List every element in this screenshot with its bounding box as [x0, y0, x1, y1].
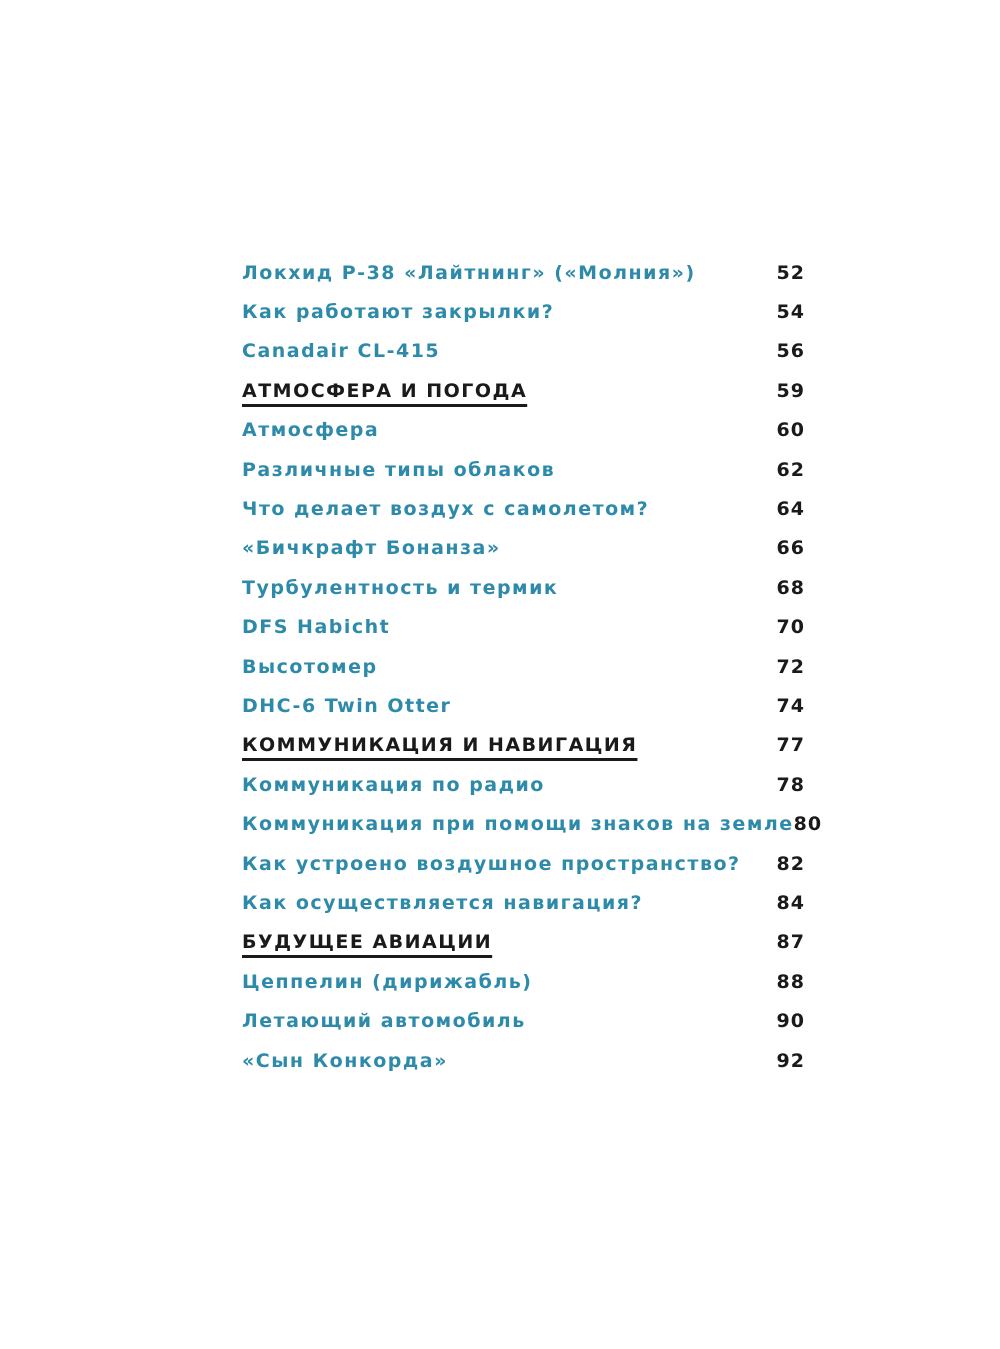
toc-section-heading	[242, 371, 805, 410]
toc-entry	[242, 686, 805, 725]
toc-entry-title: Как устроено воздушное пространство?	[242, 852, 741, 875]
toc-entry-title: Высотомер	[242, 655, 378, 678]
toc-entry-title: Локхид Р-38 «Лайтнинг» («Молния»)	[242, 261, 696, 284]
toc-entry	[242, 529, 805, 568]
toc-section-heading	[242, 726, 805, 765]
toc-entry-title: «Бичкрафт Бонанза»	[242, 537, 501, 560]
toc-page-number: 56	[776, 340, 805, 363]
toc-page-number: 82	[776, 852, 805, 875]
toc-page-number: 70	[776, 616, 805, 639]
toc-entry-title: «Сын Конкорда»	[242, 1049, 448, 1072]
toc-page-number: 78	[776, 773, 805, 796]
table-of-contents	[242, 253, 823, 1080]
toc-entry	[242, 765, 805, 804]
toc-page-number: 66	[776, 537, 805, 560]
toc-page-number: 80	[793, 813, 823, 836]
toc-page-number: 88	[776, 970, 805, 993]
toc-entry	[242, 844, 805, 883]
toc-page-number: 68	[776, 576, 805, 599]
toc-entry-title: Цеппелин (дирижабль)	[242, 970, 533, 993]
toc-page-number: 90	[776, 1010, 805, 1033]
toc-page-number: 92	[776, 1049, 805, 1072]
toc-entry	[242, 883, 805, 922]
toc-entry	[242, 332, 805, 371]
toc-page-number: 74	[776, 694, 805, 717]
toc-entry-title: Турбулентность и термик	[242, 576, 559, 599]
toc-page-number: 77	[776, 734, 805, 757]
toc-entry	[242, 962, 805, 1001]
toc-entry	[242, 608, 805, 647]
toc-entry-title: Коммуникация при помощи знаков на земле	[242, 813, 794, 836]
toc-section-heading	[242, 923, 805, 962]
toc-entry	[242, 411, 805, 450]
toc-entry	[242, 489, 805, 528]
toc-page-number: 60	[776, 419, 805, 442]
toc-entry-title: Как работают закрылки?	[242, 301, 555, 324]
toc-entry-title: Коммуникация по радио	[242, 773, 545, 796]
toc-entry-title: Canadair CL-415	[242, 340, 441, 363]
toc-entry-title: DFS Habicht	[242, 616, 391, 639]
toc-section-title: КОММУНИКАЦИЯ И НАВИГАЦИЯ	[242, 734, 638, 757]
toc-section-title: БУДУЩЕЕ АВИАЦИИ	[242, 931, 493, 954]
toc-entry	[242, 292, 805, 331]
toc-page-number: 87	[776, 931, 805, 954]
toc-entry-title: Различные типы облаков	[242, 458, 556, 481]
toc-entry	[242, 450, 805, 489]
toc-entry	[242, 647, 805, 686]
toc-page-number: 59	[776, 379, 805, 402]
toc-section-title: АТМОСФЕРА И ПОГОДА	[242, 379, 528, 402]
toc-entry	[242, 1041, 805, 1080]
toc-entry	[242, 568, 805, 607]
toc-page-number: 72	[776, 655, 805, 678]
toc-page-number: 62	[776, 458, 805, 481]
toc-page-number: 64	[776, 498, 805, 521]
toc-page-number: 54	[776, 301, 805, 324]
toc-entry-title: DHC-6 Twin Otter	[242, 694, 452, 717]
toc-entry-title: Атмосфера	[242, 419, 380, 442]
toc-page-number: 52	[776, 261, 805, 284]
toc-entry	[242, 253, 805, 292]
toc-entry-title: Летающий автомобиль	[242, 1010, 526, 1033]
toc-entry-title: Как осуществляется навигация?	[242, 891, 643, 914]
toc-entry	[242, 1001, 805, 1040]
toc-entry-title: Что делает воздух с самолетом?	[242, 498, 650, 521]
toc-page-number: 84	[776, 891, 805, 914]
toc-entry	[242, 804, 823, 843]
